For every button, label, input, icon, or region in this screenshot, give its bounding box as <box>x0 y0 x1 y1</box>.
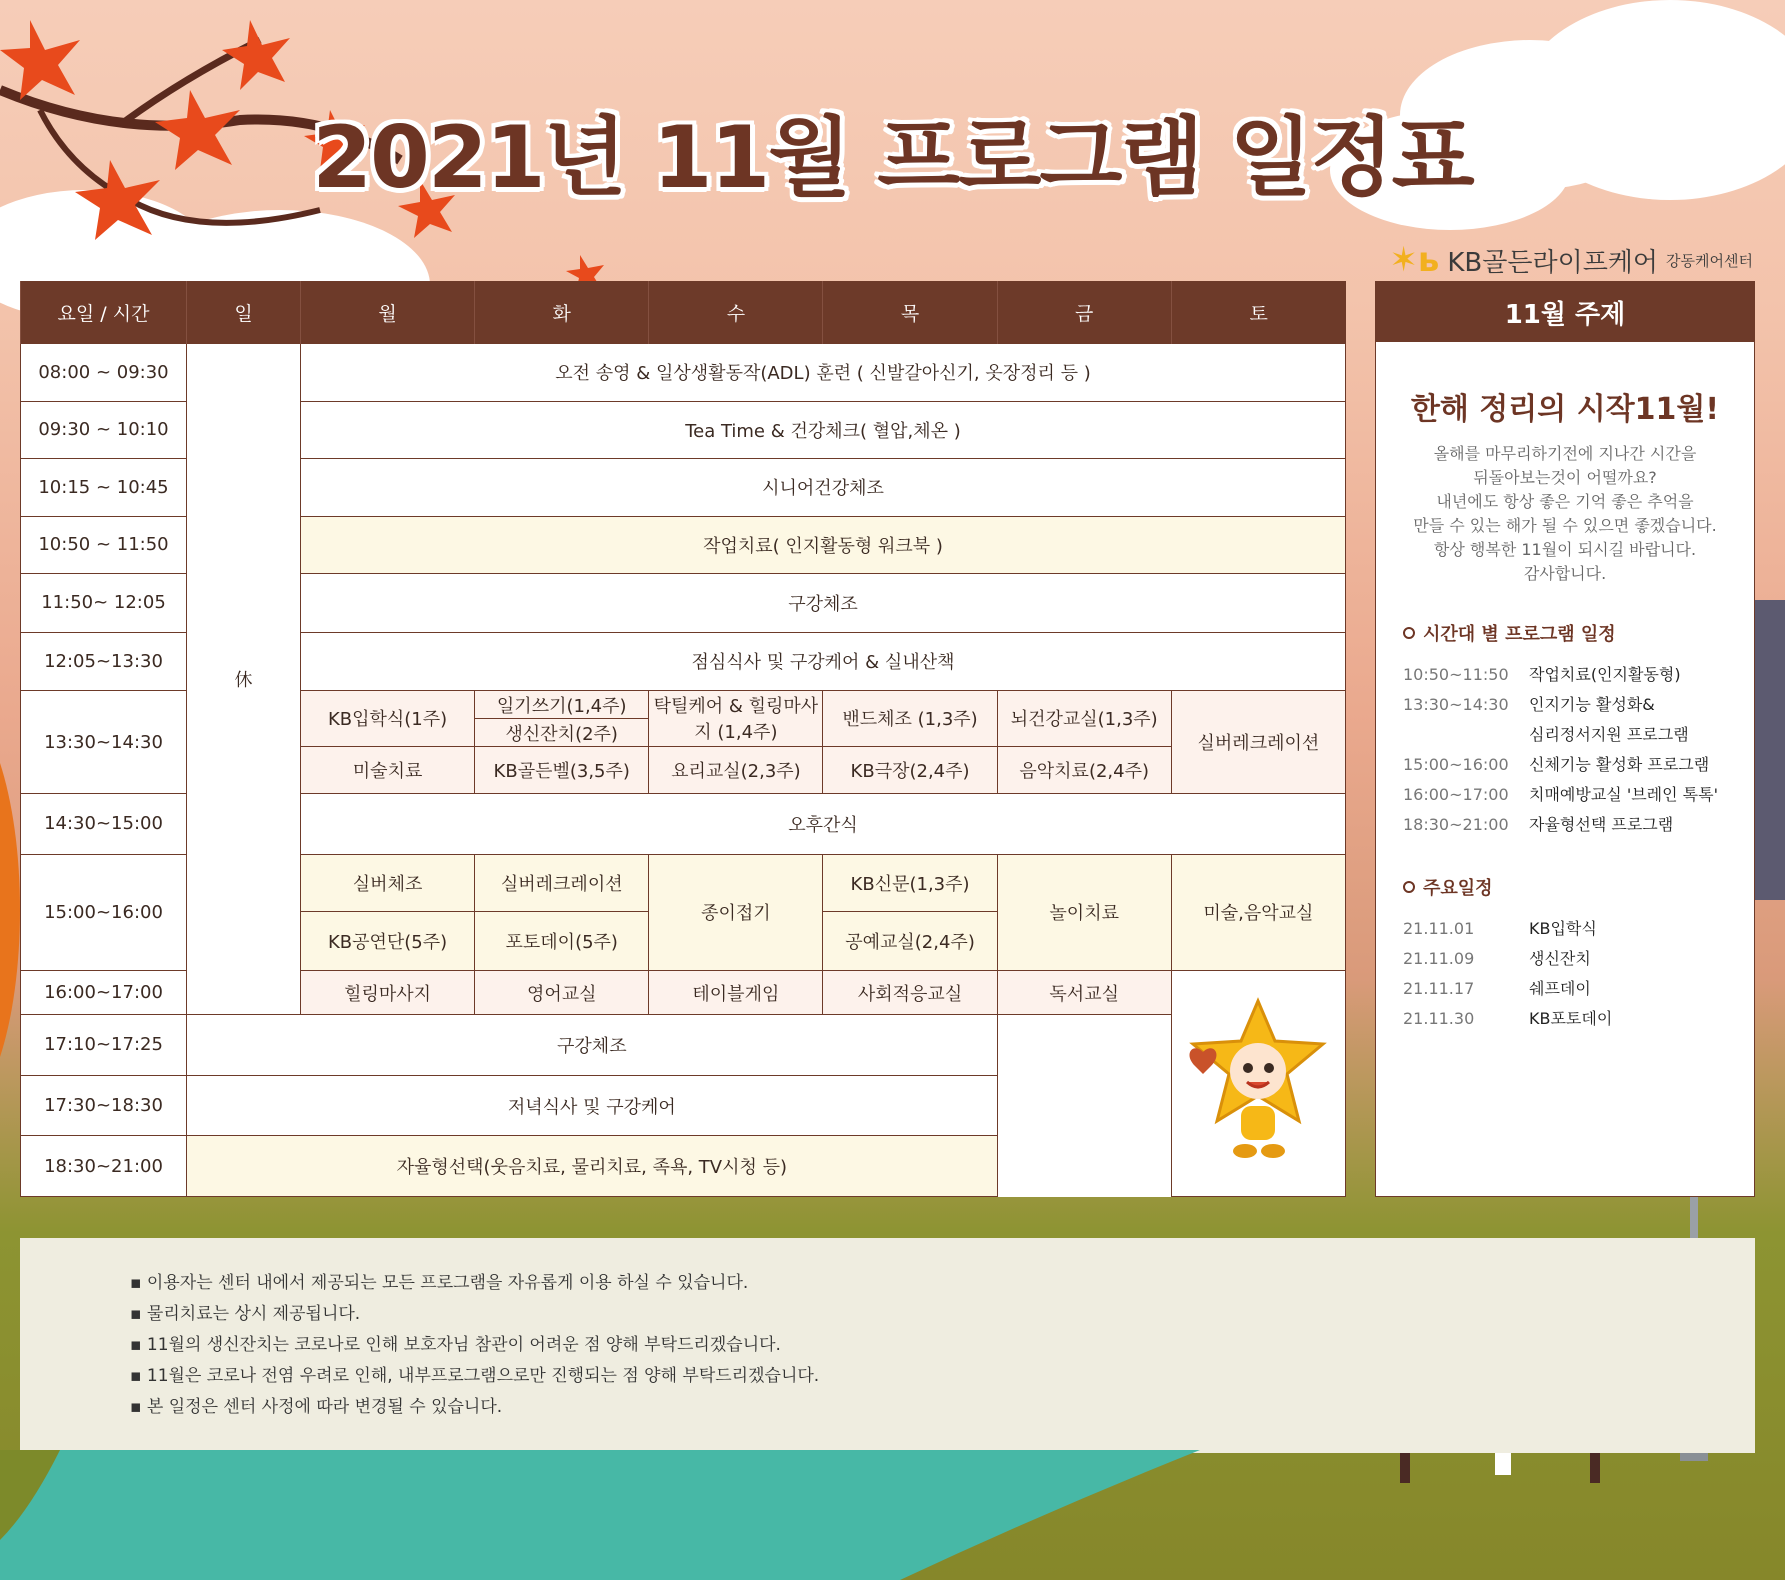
notice-item: ▪ 11월의 생신잔치는 코로나로 인해 보호자님 참관이 어려운 점 양해 부탁드리겠습니다. <box>130 1335 781 1355</box>
theme-title: 한해 정리의 시작11월! <box>1410 392 1720 427</box>
time-schedule-list <box>1403 660 1754 840</box>
program-cell: 실버레크레이션 <box>475 854 649 912</box>
sunday-closed: 休 <box>187 344 301 1015</box>
list-item <box>1403 974 1754 1004</box>
time-cell: 10:15 ~ 10:45 <box>21 459 187 517</box>
schedule-time: 10:50~11:50 <box>1403 665 1509 684</box>
header-wed: 수 <box>649 281 823 344</box>
event-name: 쉐프데이 <box>1529 979 1591 998</box>
program-cell: KB극장(2,4주) <box>823 746 997 793</box>
list-item <box>1403 750 1754 780</box>
header-sun: 일 <box>187 281 301 344</box>
theme-message <box>1376 442 1754 586</box>
program-cell: 자율형선택(웃음치료, 물리치료, 족욕, TV시청 등) <box>187 1136 998 1197</box>
program-cell: 구강체조 <box>301 574 1346 633</box>
message-line: 감사합니다. <box>1523 564 1607 583</box>
theme-header: 11월 주제 <box>1376 282 1754 342</box>
brand-name: KB골든라이프케어 <box>1447 247 1659 278</box>
header-time: 요일 / 시간 <box>21 281 187 344</box>
time-cell: 12:05~13:30 <box>21 632 187 691</box>
program-cell: 구강체조 <box>187 1015 998 1076</box>
schedule-name: 신체기능 활성화 프로그램 <box>1529 755 1710 774</box>
program-cell: 저녁식사 및 구강케어 <box>187 1075 998 1136</box>
program-cell: 오후간식 <box>301 794 1346 855</box>
program-cell: KB공연단(5주) <box>301 912 475 971</box>
list-item <box>1403 944 1754 974</box>
brand <box>1389 240 1753 280</box>
notice-item: ▪ 이용자는 센터 내에서 제공되는 모든 프로그램을 자유롭게 이용 하실 수 있습니다. <box>130 1273 749 1293</box>
schedule-table <box>20 281 1346 1197</box>
program-cell: 공예교실(2,4주) <box>823 912 997 971</box>
event-date: 21.11.01 <box>1403 919 1475 938</box>
program-cell: 일기쓰기(1,4주) <box>475 691 649 719</box>
program-cell: 생신잔치(2주) <box>475 719 649 746</box>
program-cell: 종이접기 <box>649 854 823 970</box>
program-cell: 힐링마사지 <box>301 970 475 1014</box>
time-cell: 08:00 ~ 09:30 <box>21 344 187 402</box>
list-item <box>1403 810 1754 840</box>
time-cell: 11:50~ 12:05 <box>21 574 187 633</box>
table-row <box>21 344 1346 402</box>
hill-left <box>0 700 20 1120</box>
table-row <box>21 1075 1346 1136</box>
program-cell: 시니어건강체조 <box>301 459 1346 517</box>
schedule-name: 인지기능 활성화& <box>1529 695 1655 714</box>
section-heading <box>1403 874 1754 900</box>
schedule-time: 16:00~17:00 <box>1403 785 1509 804</box>
list-item <box>1403 1004 1754 1034</box>
header-tue: 화 <box>475 281 649 344</box>
table-row <box>21 1136 1346 1197</box>
program-cell: 테이블게임 <box>649 970 823 1014</box>
section-title: 주요일정 <box>1423 878 1493 899</box>
event-name: 생신잔치 <box>1529 949 1591 968</box>
event-name: KB입학식 <box>1529 919 1597 938</box>
events-list <box>1403 914 1754 1034</box>
time-cell: 13:30~14:30 <box>21 691 187 794</box>
program-cell: 놀이치료 <box>997 854 1171 970</box>
program-cell: 실버레크레이션 <box>1171 691 1345 794</box>
schedule-name: 작업치료(인지활동형) <box>1529 665 1681 684</box>
program-cell: 오전 송영 & 일상생활동작(ADL) 훈련 ( 신발갈아신기, 옷장정리 등 ) <box>301 344 1346 402</box>
program-cell: KB골든벨(3,5주) <box>475 746 649 793</box>
program-cell: 음악치료(2,4주) <box>997 746 1171 793</box>
schedule-time: 15:00~16:00 <box>1403 755 1509 774</box>
program-cell: 밴드체조 (1,3주) <box>823 691 997 747</box>
program-cell: 뇌건강교실(1,3주) <box>997 691 1171 747</box>
list-item <box>1403 660 1754 690</box>
pond-illustration <box>0 1450 1785 1580</box>
schedule-time: 18:30~21:00 <box>1403 815 1509 834</box>
circle-bullet-icon <box>1403 881 1415 893</box>
message-line: 내년에도 항상 좋은 기억 좋은 추억을 <box>1436 492 1694 511</box>
circle-bullet-icon <box>1403 627 1415 639</box>
section-title: 시간대 별 프로그램 일정 <box>1423 624 1616 645</box>
list-item <box>1403 914 1754 944</box>
schedule-time: 13:30~14:30 <box>1403 695 1509 714</box>
time-cell: 15:00~16:00 <box>21 854 187 970</box>
program-cell: 탁틸케어 & 힐링마사지 (1,4주) <box>649 691 823 747</box>
event-name: KB포토데이 <box>1529 1009 1613 1028</box>
header-sat: 토 <box>1171 281 1345 344</box>
schedule-name: 심리정서지원 프로그램 <box>1529 725 1689 744</box>
time-cell: 09:30 ~ 10:10 <box>21 401 187 459</box>
time-cell: 18:30~21:00 <box>21 1136 187 1197</box>
section-heading <box>1403 620 1754 646</box>
message-line: 항상 행복한 11월이 되시길 바랍니다. <box>1433 540 1697 559</box>
event-date: 21.11.30 <box>1403 1009 1475 1028</box>
program-cell: 점심식사 및 구강케어 & 실내산책 <box>301 632 1346 691</box>
program-cell: 작업치료( 인지활동형 워크북 ) <box>301 516 1346 574</box>
mascot-cell <box>1171 970 1345 1196</box>
schedule-time <box>1403 720 1529 750</box>
program-cell: 독서교실 <box>997 970 1171 1014</box>
time-cell: 10:50 ~ 11:50 <box>21 516 187 574</box>
program-cell: 사회적응교실 <box>823 970 997 1014</box>
time-cell: 17:30~18:30 <box>21 1075 187 1136</box>
time-cell: 14:30~15:00 <box>21 794 187 855</box>
program-cell: Tea Time & 건강체크( 혈압,체온 ) <box>301 401 1346 459</box>
program-cell: KB입학식(1주) <box>301 691 475 747</box>
program-cell: 요리교실(2,3주) <box>649 746 823 793</box>
program-cell: 포토데이(5주) <box>475 912 649 971</box>
event-date: 21.11.09 <box>1403 949 1475 968</box>
program-cell: 영어교실 <box>475 970 649 1014</box>
table-row <box>21 1015 1346 1076</box>
program-cell: 미술치료 <box>301 746 475 793</box>
header-row <box>21 281 1346 344</box>
program-cell: 미술,음악교실 <box>1171 854 1345 970</box>
list-item <box>1403 690 1754 720</box>
monthly-theme-panel <box>1375 281 1755 1197</box>
program-cell: KB신문(1,3주) <box>823 854 997 912</box>
schedule-name: 치매예방교실 '브레인 톡톡' <box>1529 785 1718 804</box>
building-right <box>1755 600 1785 900</box>
list-item <box>1403 720 1754 750</box>
schedule-name: 자율형선택 프로그램 <box>1529 815 1674 834</box>
event-date: 21.11.17 <box>1403 979 1475 998</box>
notice-box <box>20 1238 1755 1453</box>
kb-logo-icon: ✶ь <box>1389 240 1440 280</box>
notice-item: ▪ 본 일정은 센터 사정에 따라 변경될 수 있습니다. <box>130 1397 503 1417</box>
message-line: 올해를 마무리하기전에 지나간 시간을 <box>1433 444 1697 463</box>
header-thu: 목 <box>823 281 997 344</box>
list-item <box>1403 780 1754 810</box>
message-line: 만들 수 있는 해가 될 수 있으면 좋겠습니다. <box>1413 516 1717 535</box>
notice-item: ▪ 11월은 코로나 전염 우려로 인해, 내부프로그램으로만 진행되는 점 양해 부탁드리겠습니다. <box>130 1366 820 1386</box>
kb-star-mascot-illustration <box>1183 996 1333 1166</box>
page-title: 2021년 11월 프로그램 일정표 <box>312 108 1473 208</box>
message-line: 뒤돌아보는것이 어떨까요? <box>1473 468 1657 487</box>
brand-branch: 강동케어센터 <box>1666 251 1753 270</box>
header-mon: 월 <box>301 281 475 344</box>
time-cell: 17:10~17:25 <box>21 1015 187 1076</box>
notice-item: ▪ 물리치료는 상시 제공됩니다. <box>130 1304 361 1324</box>
header-fri: 금 <box>997 281 1171 344</box>
program-cell: 실버체조 <box>301 854 475 912</box>
time-cell: 16:00~17:00 <box>21 970 187 1014</box>
